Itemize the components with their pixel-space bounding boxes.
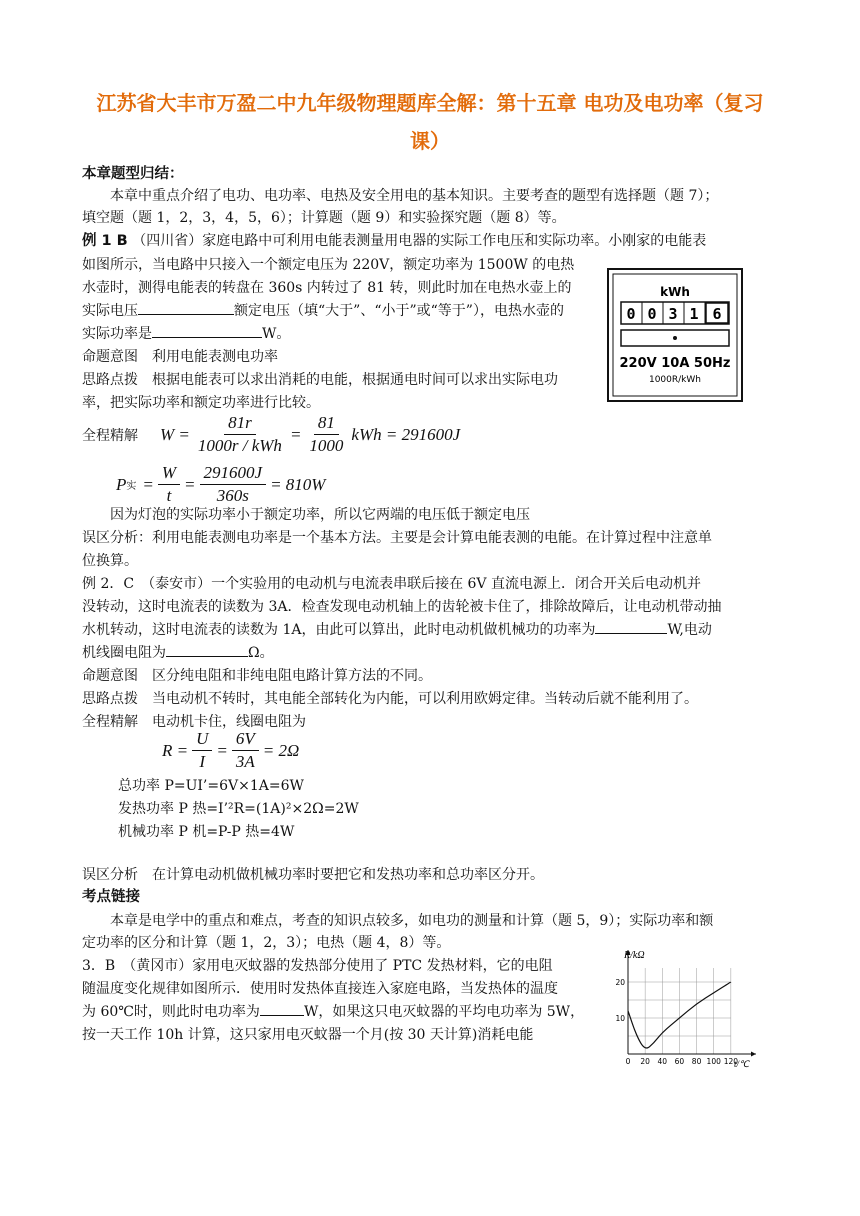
answer-blank-resistance[interactable]: [166, 642, 248, 657]
example3-line4: 按一天工作 10h 计算，这只家用电灭蚊器一个月(按 30 天计算)消耗电能: [82, 1027, 534, 1043]
example2-line4-start: 机线圈电阻为: [82, 645, 166, 661]
summary-paragraph-line1: 本章中重点介绍了电功、电功率、电热及安全用电的基本知识。主要考查的题型有选择题（题 7）；: [110, 188, 719, 204]
example3-line3-end: W，如果这只电灭蚊器的平均电功率为 5W，: [303, 1004, 585, 1020]
document-title-line2: 课）: [410, 129, 450, 153]
equation-work: [160, 412, 460, 457]
equation-power: [116, 462, 325, 507]
eq-numerator: W: [158, 462, 180, 485]
eq-denominator: 1000: [309, 436, 344, 455]
example1-line4: [82, 300, 602, 322]
links-paragraph-line1: 本章是电学中的重点和难点，考查的知识点较多，如电功的测量和计算（题 5，9）；实际功率和额: [110, 913, 714, 929]
eq-numerator: U: [192, 728, 212, 751]
example3-line2: 随温度变化规律如图所示．使用时发热体直接连入家庭电路，当发热体的温度: [82, 981, 558, 997]
example2-line3-end: W,电动: [667, 622, 712, 638]
example2-idea: 思路点拨 当电动机不转时，其电能全部转化为内能，可以利用欧姆定律。当转动后就不能利用了。: [82, 691, 698, 707]
eq-numerator: 6V: [232, 728, 259, 751]
eq-denominator: 360s: [216, 486, 249, 505]
example1-line4-start: 实际电压: [82, 303, 138, 319]
example1-line5-start: 实际功率是: [82, 326, 152, 342]
eq-lhs: W =: [160, 424, 190, 444]
eq-denominator: 3A: [235, 752, 255, 771]
example1-line5: [82, 323, 602, 345]
meter-digit: 3: [668, 305, 678, 323]
x-axis-arrow: [751, 1052, 756, 1057]
equation-resistance: [162, 728, 299, 773]
x-tick-label: 80: [691, 1057, 702, 1066]
eq-result: kWh = 291600J: [351, 424, 461, 444]
meter-spec: 220V 10A 50Hz: [619, 356, 731, 371]
example2-solution: 全程精解 电动机卡住，线圈电阻为: [82, 714, 306, 730]
y-tick-label: 20: [615, 978, 625, 987]
example2-intent: 命题意图 区分纯电阻和非纯电阻电路计算方法的不同。: [82, 668, 432, 684]
meter-rate: 1000R/kWh: [648, 375, 702, 385]
example2-line1: 例 2．C （泰安市）一个实验用的电动机与电流表串联后接在 6V 直流电源上．闭合开关后电动机并: [82, 576, 701, 592]
example2-line3-start: 水机转动，这时电流表的读数为 1A，由此可以算出，此时电动机做机械功的功率为: [82, 622, 596, 638]
eq-numerator: 291600J: [200, 462, 267, 485]
eq-equals: =: [216, 740, 228, 760]
example1-intent: 命题意图 利用电能表测电功率: [82, 349, 278, 365]
chart-grid: [628, 968, 731, 1054]
links-paragraph-line2: 定功率的区分和计算（题 1，2，3）；电热（题 4，8）等。: [82, 935, 451, 951]
x-tick-label: 20: [640, 1057, 650, 1066]
x-tick-label: 120: [723, 1057, 739, 1066]
example3-line1: 3．B （黄冈市）家用电灭蚊器的发热部分使用了 PTC 发热材料，它的电阻: [82, 958, 553, 974]
example1-mistake-line1: 误区分析：利用电能表测电功率是一个基本方法。主要是会计算电能表测的电能。在计算过程中注意单: [82, 530, 712, 546]
answer-blank-power[interactable]: [152, 323, 262, 338]
meter-digit: 0: [647, 305, 657, 323]
example1-line1: [82, 230, 782, 252]
example2-total-power: 总功率 P=UI’=6V×1A=6W: [118, 778, 304, 794]
x-tick-label: 60: [674, 1057, 685, 1066]
ptc-resistance-chart: [608, 942, 760, 1070]
eq-numerator: 81r: [224, 412, 256, 435]
eq-denominator: I: [199, 752, 206, 771]
eq-denominator: 1000r / kWh: [197, 436, 282, 455]
example2-mech-power: 机械功率 P 机=P-P 热=4W: [118, 824, 295, 840]
example1-line2: 如图所示，当电路中只接入一个额定电压为 220V，额定功率为 1500W 的电热: [82, 257, 575, 273]
answer-blank-mech-power[interactable]: [595, 619, 667, 634]
meter-unit: kWh: [660, 285, 690, 299]
example2-line3: [82, 619, 782, 641]
example1-conclusion: 因为灯泡的实际功率小于额定功率，所以它两端的电压低于额定电压: [110, 507, 530, 523]
example1-line4-end: 额定电压（填“大于”、“小于”或“等于”），电热水壶的: [234, 303, 564, 319]
example1-line5-end: W。: [262, 326, 291, 342]
example3-line3: [82, 1001, 602, 1023]
chart-x-axis-label: t/℃: [734, 1059, 750, 1069]
electric-meter-figure: [607, 268, 743, 402]
meter-digit: 0: [626, 305, 636, 323]
eq-result: = 2Ω: [262, 740, 300, 760]
section-heading-links: 考点链接: [82, 889, 140, 905]
eq-equals: =: [289, 424, 302, 444]
example1-line3: 水壶时，测得电能表的转盘在 360s 内转过了 81 转，则此时加在电热水壶上的: [82, 280, 572, 296]
example2-line4: [82, 642, 782, 664]
example2-line4-end: Ω。: [248, 645, 274, 661]
eq-numerator: 81: [314, 412, 339, 435]
section-heading-summary: 本章题型归结：: [82, 166, 184, 182]
example2-line2: 没转动，这时电流表的读数为 3A．检查发现电动机轴上的齿轮被卡住了，排除故障后，让电动机带动抽: [82, 599, 722, 615]
example1-idea-line2: 率，把实际功率和额定功率进行比较。: [82, 395, 320, 411]
example1-text: （四川省）家庭电路中可利用电能表测量用电器的实际工作电压和实际功率。小刚家的电能表: [132, 233, 707, 249]
eq-lhs: P: [116, 474, 127, 494]
example1-label: 例 1 B: [82, 233, 128, 249]
example2-mistake: 误区分析 在计算电动机做机械功率时要把它和发热功率和总功率区分开。: [82, 867, 544, 883]
eq-equals: =: [142, 474, 154, 494]
x-tick-label: 100: [706, 1057, 721, 1066]
example1-idea-line1: 思路点拨 根据电能表可以求出消耗的电能，根据通电时间可以求出实际电功: [82, 372, 558, 388]
chart-y-axis-label: R/kΩ: [624, 950, 645, 961]
example2-heat-power: 发热功率 P 热=I’²R=(1A)²×2Ω=2W: [118, 801, 359, 817]
meter-digit: 6: [712, 305, 722, 323]
answer-blank-ptc-power[interactable]: [260, 1001, 304, 1016]
eq-subscript: 实: [126, 481, 137, 492]
example1-solution-label: 全程精解: [82, 428, 138, 444]
eq-equals: =: [184, 474, 196, 494]
chart-ticks: [615, 978, 738, 1066]
answer-blank-voltage[interactable]: [138, 300, 234, 315]
example1-mistake-line2: 位换算。: [82, 553, 138, 569]
x-tick-label: 0: [625, 1057, 631, 1066]
eq-lhs: R =: [162, 740, 189, 760]
eq-denominator: t: [166, 486, 172, 505]
meter-digit: 1: [689, 305, 699, 323]
summary-paragraph-line2: 填空题（题 1，2，3，4，5，6）；计算题（题 9）和实验探究题（题 8）等。: [82, 210, 566, 226]
document-title-line1: 江苏省大丰市万盈二中九年级物理题库全解：第十五章 电功及电功率（复习: [96, 91, 764, 115]
x-tick-label: 40: [657, 1057, 668, 1066]
y-tick-label: 10: [615, 1014, 625, 1023]
example3-line3-start: 为 60℃时，则此时电功率为: [82, 1004, 260, 1020]
eq-result: = 810W: [270, 474, 326, 494]
